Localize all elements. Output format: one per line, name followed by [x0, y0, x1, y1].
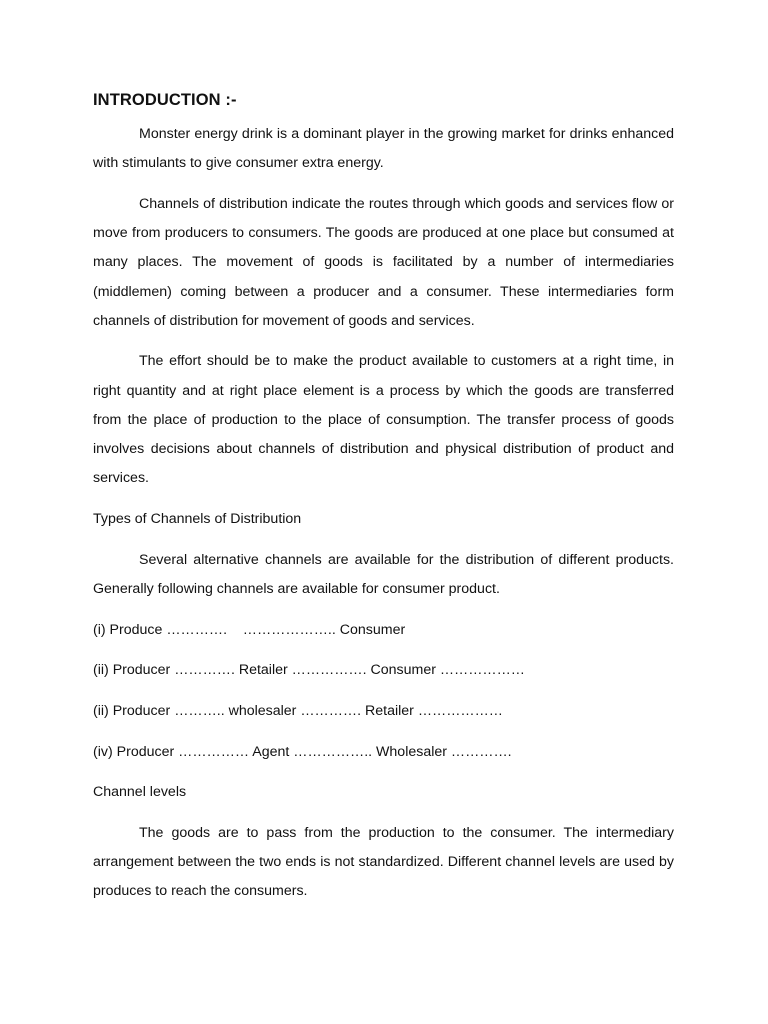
- paragraph-alternatives: Several alternative channels are available for the distribution of different products. Generally following channels are available for consumer product.: [93, 551, 674, 597]
- channel-item-1: (i) Produce …………. ……………….. Consumer: [93, 621, 406, 638]
- heading-channel-levels: Channel levels: [93, 784, 187, 801]
- paragraph-effort: The effort should be to make the product available to customers at a right time, in right quantity and at right place element is a process by which the goods are transferred from the place of production to the place of consumption. The transfer process of goods involves decisions about channels of distribution and physical distribution of product and services.: [93, 353, 674, 487]
- paragraph-channels-definition: Channels of distribution indicate the routes through which goods and services flow or move from producers to consumers. The goods are produced at one place but consumed at many places. The movement of goods is facilitated by a number of intermediaries (middlemen) coming between a producer and a consumer. These intermediaries form channels of distribution for movement of goods and services.: [93, 195, 674, 329]
- document-title: INTRODUCTION :-: [93, 91, 237, 109]
- paragraph-intro: Monster energy drink is a dominant player in the growing market for drinks enhanced with stimulants to give consumer extra energy.: [93, 126, 674, 172]
- channel-item-3: (ii) Producer ……….. wholesaler …………. Retailer ………………: [93, 702, 503, 719]
- paragraph-channel-levels: The goods are to pass from the production to the consumer. The intermediary arrangement between the two ends is not standardized. Different channel levels are used by produces to reach the consumers.: [93, 825, 674, 900]
- heading-types-of-channels: Types of Channels of Distribution: [93, 510, 302, 527]
- channel-item-2: (ii) Producer …………. Retailer ……………. Consumer ………………: [93, 662, 525, 679]
- channel-item-4: (iv) Producer …………… Agent …………….. Wholesaler ………….: [93, 743, 512, 760]
